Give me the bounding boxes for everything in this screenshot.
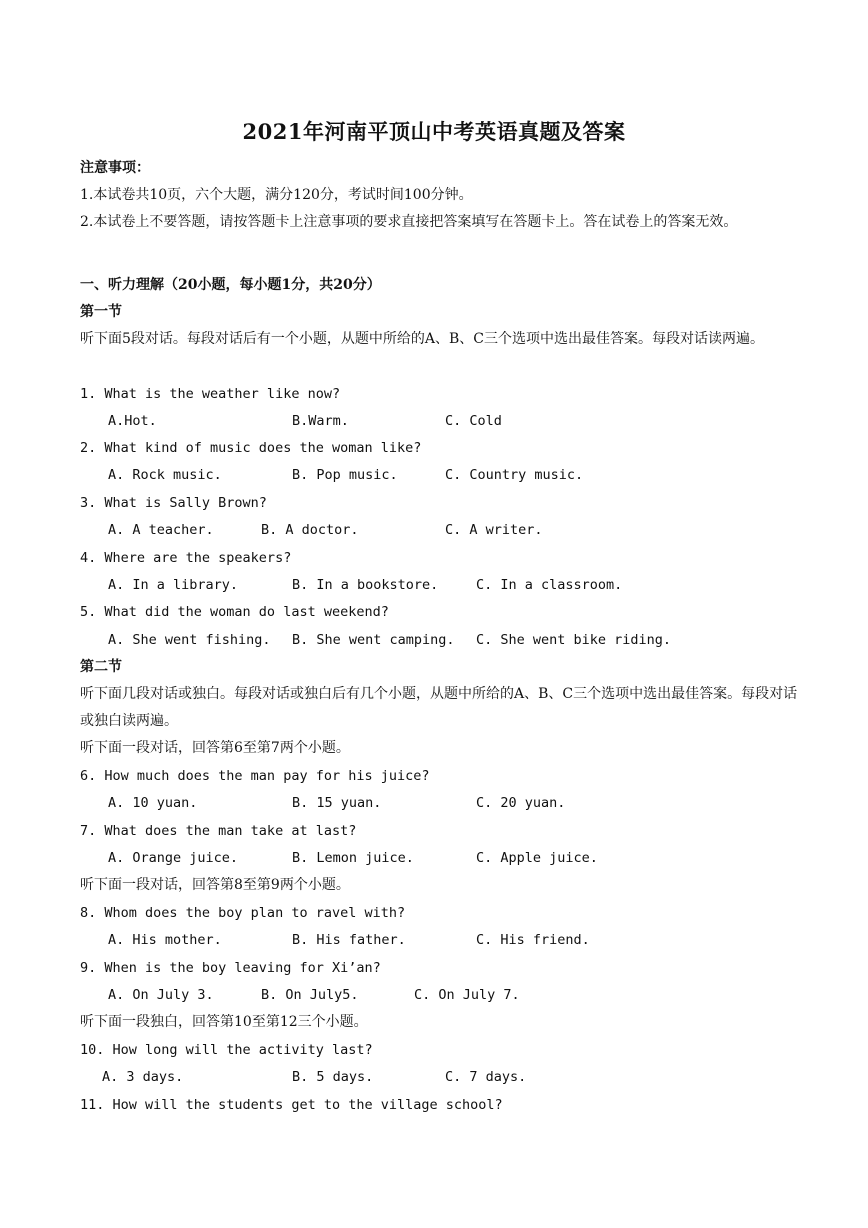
q3-option-c: C. A writer. [445, 522, 543, 538]
q5-option-c: C. She went bike riding. [476, 632, 672, 648]
part-1-instructions: 听下面5段对话。每段对话后有一个小题，从题中所给的A、B、C三个选项中选出最佳答案。每段对话读两遍。 [80, 331, 765, 347]
question-4: 4. Where are the speakers? [80, 550, 292, 566]
q7-option-b: B. Lemon juice. [292, 850, 414, 866]
question-10: 10. How long will the activity last? [80, 1042, 373, 1058]
q2-option-c: C. Country music. [445, 467, 584, 483]
lead-q8-9: 听下面一段对话，回答第8至第9两个小题。 [80, 877, 350, 893]
q3-option-b: B. A doctor. [261, 522, 359, 538]
part-2-instructions: 听下面几段对话或独白。每段对话或独白后有几个小题，从题中所给的A、B、C三个选项中选出最佳答案。每段对话或独白读两遍。 [80, 686, 798, 729]
part-2-title: 第二节 [80, 659, 122, 675]
q2-option-b: B. Pop music. [292, 467, 398, 483]
question-3: 3. What is Sally Brown? [80, 495, 267, 511]
q10-option-a: A. 3 days. [102, 1069, 184, 1085]
q2-option-a: A. Rock music. [108, 467, 222, 483]
question-2: 2. What kind of music does the woman like? [80, 440, 422, 456]
q1-option-a: A.Hot. [108, 413, 157, 429]
question-1: 1. What is the weather like now? [80, 386, 341, 402]
q8-option-c: C. His friend. [476, 932, 590, 948]
q7-option-c: C. Apple juice. [476, 850, 598, 866]
question-6: 6. How much does the man pay for his juice? [80, 768, 430, 784]
q4-option-c: C. In a classroom. [476, 577, 623, 593]
q6-option-c: C. 20 yuan. [476, 795, 566, 811]
question-9: 9. When is the boy leaving for Xi’an? [80, 960, 381, 976]
q10-option-b: B. 5 days. [292, 1069, 374, 1085]
q4-option-a: A. In a library. [108, 577, 239, 593]
notice-line-2: 2.本试卷上不要答题，请按答题卡上注意事项的要求直接把答案填写在答题卡上。答在试卷上的答案无效。 [80, 214, 738, 230]
question-8: 8. Whom does the boy plan to ravel with? [80, 905, 406, 921]
question-7: 7. What does the man take at last? [80, 823, 357, 839]
q9-option-b: B. On July5. [261, 987, 359, 1003]
q6-option-a: A. 10 yuan. [108, 795, 198, 811]
page-title: 2021年河南平顶山中考英语真题及答案 [242, 119, 626, 144]
question-11: 11. How will the students get to the village school? [80, 1097, 503, 1113]
q10-option-c: C. 7 days. [445, 1069, 527, 1085]
section-1-heading: 一、听力理解（20小题，每小题1分，共20分） [80, 277, 381, 293]
q7-option-a: A. Orange juice. [108, 850, 239, 866]
q5-option-a: A. She went fishing. [108, 632, 271, 648]
lead-q10-12: 听下面一段独白，回答第10至第12三个小题。 [80, 1014, 368, 1030]
q8-option-b: B. His father. [292, 932, 406, 948]
notice-heading: 注意事项： [80, 160, 150, 176]
q9-option-a: A. On July 3. [108, 987, 214, 1003]
q1-option-c: C. Cold [445, 413, 502, 429]
notice-line-1: 1.本试卷共10页，六个大题，满分120分，考试时间100分钟。 [80, 187, 473, 203]
question-5: 5. What did the woman do last weekend? [80, 604, 389, 620]
q8-option-a: A. His mother. [108, 932, 222, 948]
part-1-title: 第一节 [80, 304, 122, 320]
q1-option-b: B.Warm. [292, 413, 349, 429]
lead-q6-7: 听下面一段对话，回答第6至第7两个小题。 [80, 740, 350, 756]
q5-option-b: B. She went camping. [292, 632, 455, 648]
q6-option-b: B. 15 yuan. [292, 795, 382, 811]
q9-option-c: C. On July 7. [414, 987, 520, 1003]
q3-option-a: A. A teacher. [108, 522, 214, 538]
q4-option-b: B. In a bookstore. [292, 577, 439, 593]
